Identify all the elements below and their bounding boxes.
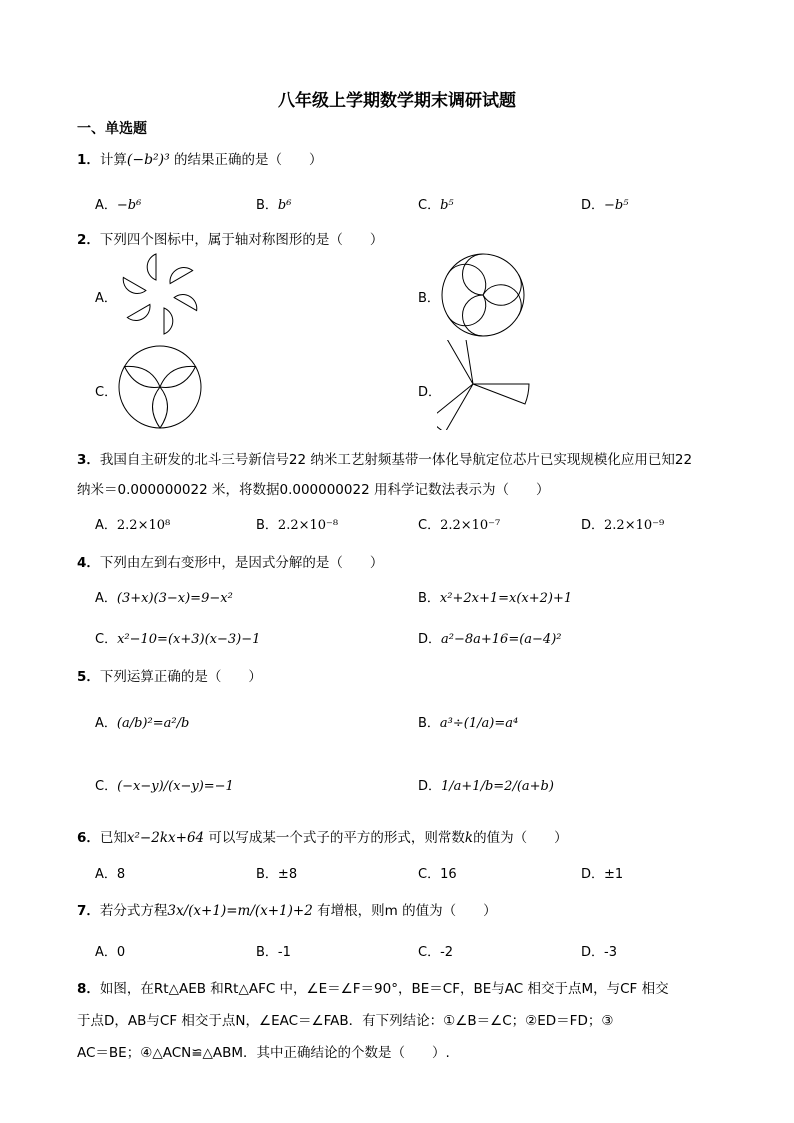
- option-d[interactable]: D．1/a+1/b=2/(a+b): [418, 779, 554, 794]
- option-a[interactable]: A．2.2×10⁸: [95, 518, 171, 533]
- option-a[interactable]: A．(a/b)²=a²/b: [95, 716, 190, 731]
- option-d[interactable]: D．: [418, 385, 442, 400]
- question-text: 我国自主研发的北斗三号新信号22 纳米工艺射频基带一体化导航定位芯片已实现规模化应用已知22: [99, 452, 693, 468]
- question-text: 计算: [99, 152, 127, 168]
- option-b[interactable]: B．2.2×10⁻⁸: [256, 518, 339, 533]
- question-number: 8．: [77, 981, 100, 997]
- question-text: 的结果正确的是（ ）: [174, 152, 323, 168]
- figure-c-icon: [117, 344, 203, 430]
- question-number: 3．: [77, 452, 100, 468]
- option-d[interactable]: D．2.2×10⁻⁹: [581, 518, 665, 533]
- question-2: [77, 228, 383, 248]
- option-c[interactable]: C．16: [418, 867, 457, 882]
- question-number: 4．: [77, 555, 100, 571]
- option-a[interactable]: A．8: [95, 867, 126, 882]
- question-1: [77, 148, 323, 168]
- option-a[interactable]: A．0: [95, 945, 126, 960]
- option-d[interactable]: D．−b⁵: [581, 198, 629, 213]
- math-expression: x²−2kx+64: [126, 830, 205, 846]
- math-expression: 3x/(x+1)=m/(x+1)+2: [167, 903, 313, 919]
- option-d[interactable]: D．±1: [581, 867, 624, 882]
- figure-b-icon: [440, 252, 526, 338]
- option-c[interactable]: C．-2: [418, 945, 454, 960]
- option-d[interactable]: D．a²−8a+16=(a−4)²: [418, 632, 562, 647]
- question-6: 6．已知x²−2kx+64 可以写成某一个式子的平方的形式，则常数k的值为（ ）: [77, 830, 568, 846]
- option-c[interactable]: C．x²−10=(x+3)(x−3)−1: [95, 632, 261, 647]
- option-b[interactable]: B．: [418, 291, 440, 306]
- question-5: [77, 665, 262, 685]
- question-3: [77, 448, 692, 468]
- question-number: 1．: [77, 152, 100, 168]
- option-b[interactable]: B．x²+2x+1=x(x+2)+1: [418, 591, 573, 606]
- option-b[interactable]: B．b⁶: [256, 198, 292, 213]
- option-c[interactable]: C．b⁵: [418, 198, 454, 213]
- option-b[interactable]: B．-1: [256, 945, 291, 960]
- question-number: 6．: [77, 830, 100, 846]
- question-number: 5．: [77, 669, 100, 685]
- option-c[interactable]: C．: [95, 385, 118, 400]
- figure-d-icon: [437, 340, 537, 430]
- question-7: 7．若分式方程3x/(x+1)=m/(x+1)+2 有增根，则m 的值为（ ）: [77, 903, 497, 919]
- question-text: 下列由左到右变形中，是因式分解的是（ ）: [99, 555, 384, 571]
- question-text: 纳米＝0.000000022 米，将数据0.000000022 用科学记数法表示为（ ）: [77, 482, 550, 498]
- option-b[interactable]: B．±8: [256, 867, 298, 882]
- option-b[interactable]: B．a³÷(1/a)=a⁴: [418, 716, 519, 731]
- option-a[interactable]: A．: [95, 291, 117, 306]
- figure-a-icon: [115, 253, 205, 335]
- question-text: 于点D，AB与CF 相交于点N，∠EAC＝∠FAB．有下列结论：①∠B＝∠C；②ED＝FD；③: [77, 1013, 614, 1029]
- question-text: AC＝BE；④△ACN≌△ABM．其中正确结论的个数是（ ）.: [77, 1045, 450, 1061]
- question-text: 下列四个图标中，属于轴对称图形的是（ ）: [99, 232, 384, 248]
- question-8: 8．如图，在Rt△AEB 和Rt△AFC 中，∠E＝∠F＝90°，BE＝CF，BE与AC 相交于点M，与CF 相交: [77, 981, 669, 997]
- question-number: 7．: [77, 903, 100, 919]
- question-text: 下列运算正确的是（ ）: [99, 669, 262, 685]
- math-expression: (−b²)³: [126, 152, 170, 168]
- option-a[interactable]: A．(3+x)(3−x)=9−x²: [95, 591, 233, 606]
- option-c[interactable]: C．(−x−y)/(x−y)=−1: [95, 779, 234, 794]
- question-4: [77, 551, 383, 571]
- option-a[interactable]: A．−b⁶: [95, 198, 142, 213]
- option-c[interactable]: C．2.2×10⁻⁷: [418, 518, 501, 533]
- question-number: 2．: [77, 232, 100, 248]
- option-d[interactable]: D．-3: [581, 945, 617, 960]
- section-heading: 一、单选题: [77, 121, 147, 137]
- page-title: 八年级上学期数学期末调研试题: [278, 91, 516, 111]
